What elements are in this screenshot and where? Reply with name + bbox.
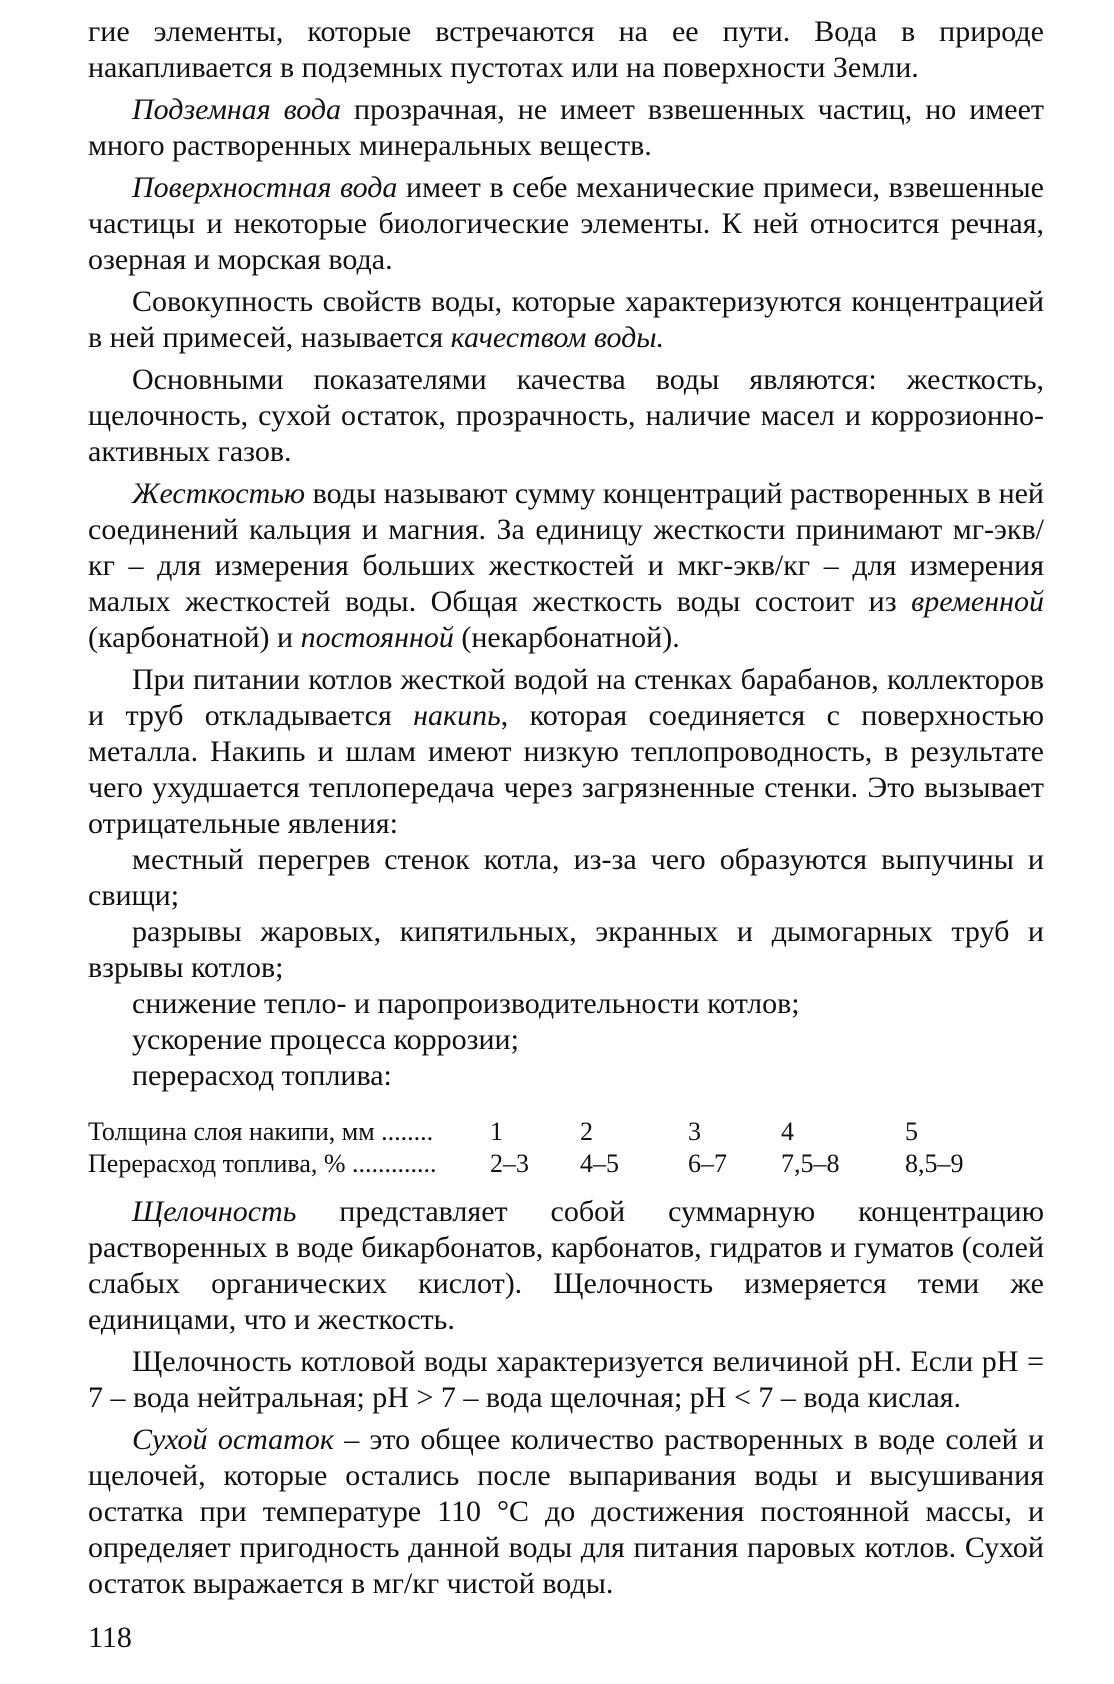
table-cell: 2: [580, 1117, 593, 1146]
term-scale: накипь: [413, 699, 501, 732]
paragraph-text: (некарбонатной).: [453, 621, 680, 654]
table-cell: 2–3: [490, 1149, 529, 1178]
paragraph-text: Основными показателями качества воды являются: жесткость, щелочность, сухой остаток, прозрачность, наличие масел и коррозионно-активных газов.: [88, 363, 1044, 468]
paragraph-text: гие элементы, которые встречаются на ее пути. Вода в природе накапливается в подземных пустотах или на поверхности Земли.: [88, 15, 1044, 84]
paragraph-text: , которая соединяется с поверхностью металла. Накипь и шлам имеют низкую теплопроводность, в результате чего ухудшается теплопередача через загрязненные стенки. Это вызывает отрицательные явления:: [88, 699, 1044, 840]
paragraph-text: представляет собой суммарную концентрацию растворенных в воде бикарбонатов, карбонатов, гидратов и гуматов (солей слабых органических кислот). Щелочность измеряется теми же единицами, что и жесткость.: [88, 1195, 1044, 1336]
table-cell: 1: [490, 1117, 503, 1146]
list-item: ускорение процесса коррозии;: [132, 1023, 519, 1056]
table-cell: 8,5–9: [905, 1149, 964, 1178]
paragraph-text: прозрачная, не имеет взвешенных частиц, но имеет много растворенных минеральных веществ.: [88, 93, 1044, 162]
paragraph-text: Щелочность котловой воды характеризуется величиной pH. Если pH = 7 – вода нейтральная; pH > 7 – вода щелочная; pH < 7 – вода кислая.: [88, 1345, 1044, 1414]
table-cell-label: Перерасход топлива, % .............: [88, 1149, 437, 1178]
paragraph-text: воды называют сумму концентраций растворенных в ней соединений кальция и магния. За единицу жесткости принимают мг-экв/кг – для измерения больших жесткостей и мкг-экв/кг – для измерения малых жесткостей воды. Общая жесткость воды состоит из: [88, 477, 1044, 618]
term-water-quality: качеством воды.: [450, 321, 665, 354]
list-item: местный перегрев стенок котла, из-за чего образуются выпучины и свищи;: [88, 843, 1044, 912]
term-permanent: постоянной: [300, 621, 454, 654]
paragraph-ph: [88, 1344, 1044, 1416]
paragraph-scale: [88, 662, 1044, 842]
paragraph-continuation: [88, 14, 1044, 86]
paragraph-text: – это общее количество растворенных в воде солей и щелочей, которые остались после выпаривания воды и высушивания остатка при температуре 110 °С до достижения постоянной массы, и определяет пригодность данной воды для питания паровых котлов. Сухой остаток выражается в мг/кг чистой воды.: [88, 1423, 1044, 1600]
table-cell: 7,5–8: [781, 1149, 840, 1178]
paragraph-text: При питании котлов жесткой водой на стенках барабанов, коллекторов и труб откладывается: [88, 663, 1044, 732]
scale-fuel-table: [88, 1116, 1044, 1180]
table-cell: 3: [688, 1117, 701, 1146]
paragraph-surface-water: [88, 170, 1044, 278]
paragraph-text: имеет в себе механические примеси, взвешенные частицы и некоторые биологические элементы. К ней относится речная, озерная и морская вода.: [88, 171, 1044, 276]
paragraph-dry-residue: [88, 1422, 1044, 1602]
paragraph-water-quality: [88, 284, 1044, 356]
paragraph-hardness: [88, 476, 1044, 656]
table-cell: 4: [781, 1117, 794, 1146]
paragraph-underground-water: [88, 92, 1044, 164]
term-dry-residue: Сухой остаток: [132, 1423, 334, 1456]
term-underground-water: Подземная вода: [132, 93, 342, 126]
table-row: [88, 1148, 1044, 1180]
term-temporary: временной: [911, 585, 1044, 618]
paragraph-alkalinity: [88, 1194, 1044, 1338]
page-number: 118: [88, 1621, 132, 1654]
list-item: снижение тепло- и паропроизводительности котлов;: [132, 987, 800, 1020]
table-cell-label: Толщина слоя накипи, мм ........: [88, 1117, 434, 1146]
table-cell: 4–5: [580, 1149, 619, 1178]
paragraph-text: (карбонатной) и: [88, 621, 301, 654]
list-item: разрывы жаровых, кипятильных, экранных и дымогарных труб и взрывы котлов;: [88, 915, 1044, 984]
table-cell: 5: [905, 1117, 918, 1146]
table-row: [88, 1116, 1044, 1148]
list-item: перерасход топлива:: [132, 1059, 392, 1092]
body-text: [88, 14, 1044, 1602]
term-alkalinity: Щелочность: [132, 1195, 297, 1228]
table-cell: 6–7: [688, 1149, 727, 1178]
term-surface-water: Поверхностная вода: [132, 171, 398, 204]
paragraph-quality-indicators: [88, 362, 1044, 470]
term-hardness: Жесткостью: [132, 477, 306, 510]
paragraph-text: Совокупность свойств воды, которые характеризуются концентрацией в ней примесей, называется: [88, 285, 1044, 354]
